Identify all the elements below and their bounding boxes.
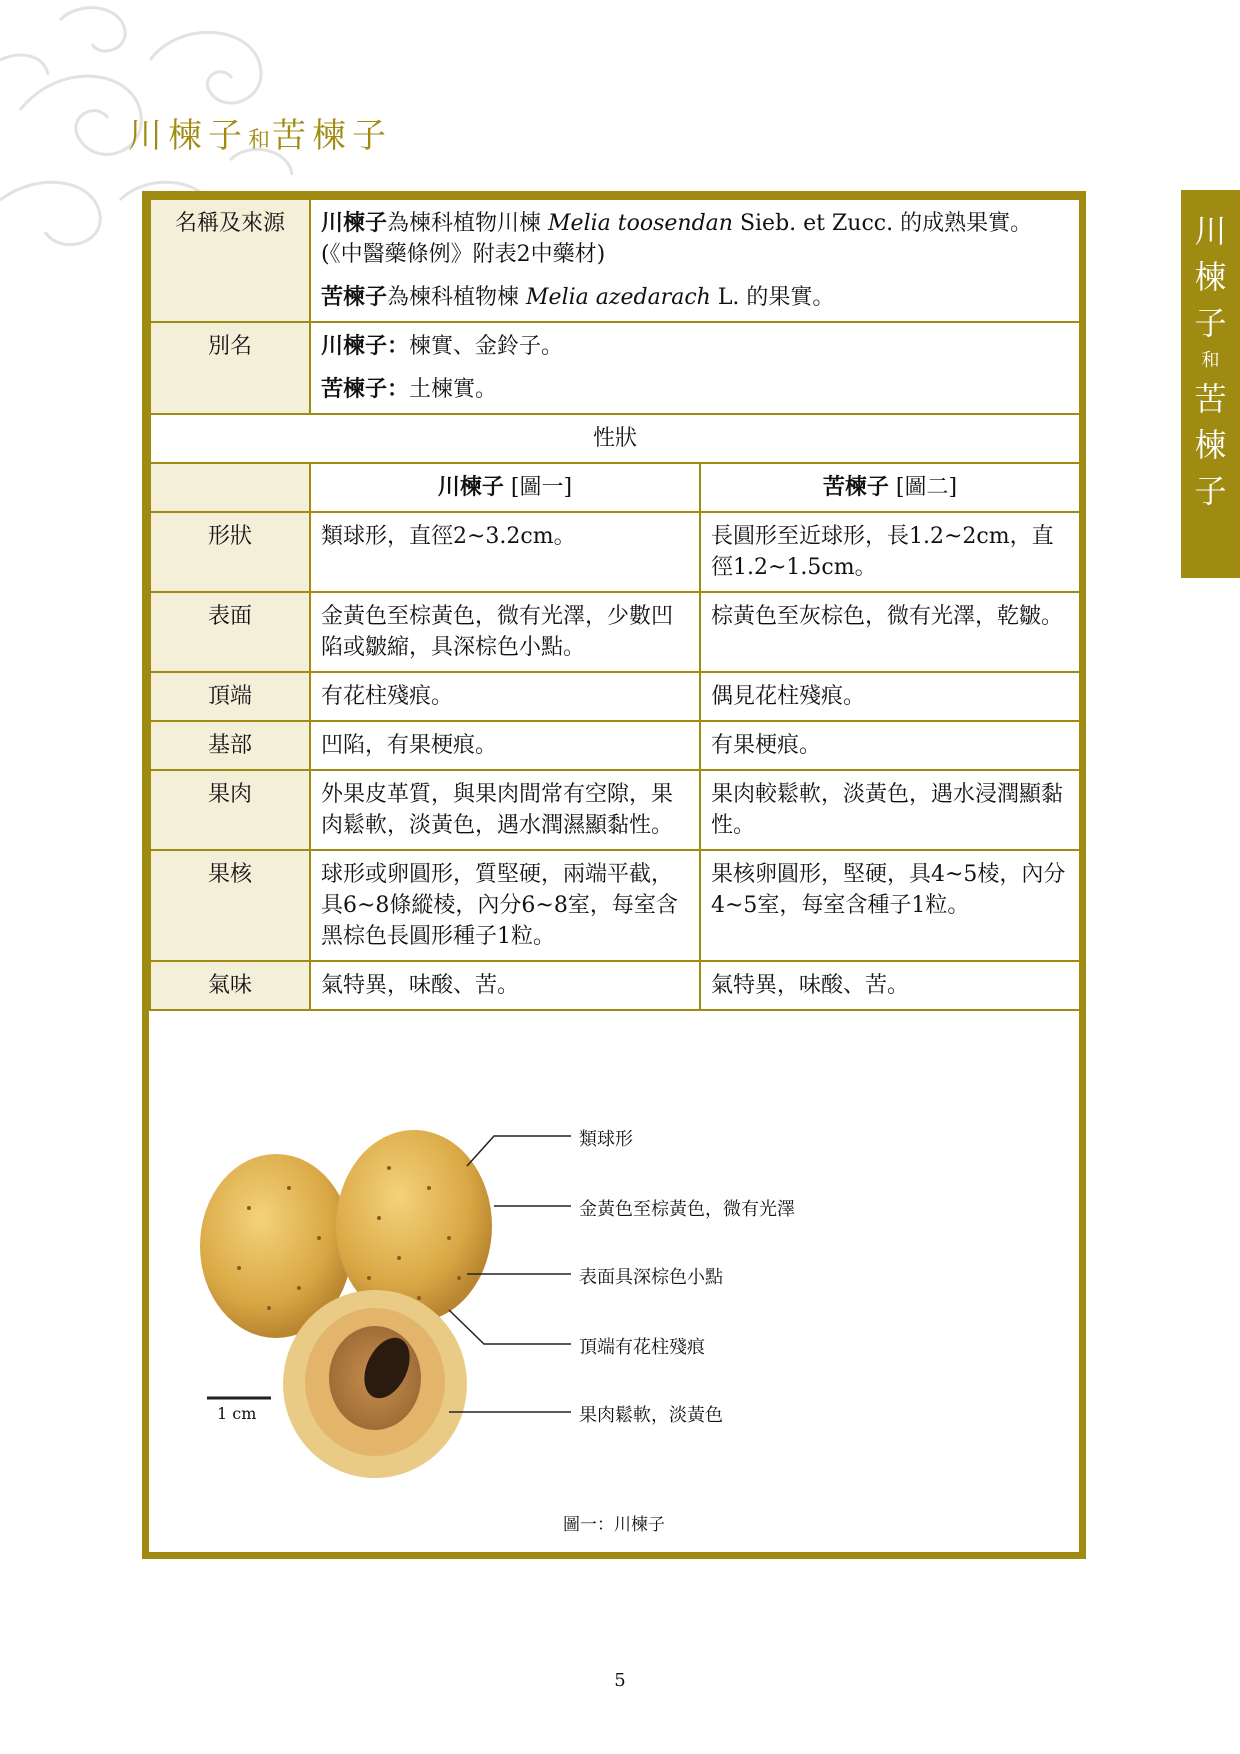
alias-content (310, 322, 1080, 414)
table-row (150, 512, 1080, 592)
side-tab-char: 楝 (1194, 426, 1227, 464)
side-tab-char: 子 (1194, 304, 1227, 342)
side-tab-char: 子 (1194, 472, 1227, 510)
table-row (150, 592, 1080, 672)
annotation-style-scar: 頂端有花柱殘痕 (579, 1337, 705, 1358)
side-tab-char: 楝 (1194, 258, 1227, 296)
row-label: 果核 (150, 850, 310, 961)
annotation-color: 金黃色至棕黃色，微有光澤 (579, 1199, 795, 1220)
row-cell-2: 有果梗痕。 (700, 721, 1080, 770)
row-cell-2: 棕黃色至灰棕色，微有光澤，乾皺。 (700, 592, 1080, 672)
source-para-1: 川楝子為楝科植物川楝 Melia toosendan Sieb. et Zucc. 的成熟果實。(《中醫藥條例》附表2中藥材) (321, 210, 1033, 267)
row-cell-1: 氣特異，味酸、苦。 (310, 961, 700, 1010)
row-label: 表面 (150, 592, 310, 672)
table-row (150, 850, 1080, 961)
row-cell-1: 外果皮革質，與果肉間常有空隙，果肉鬆軟，淡黃色，遇水潤濕顯黏性。 (310, 770, 700, 850)
row-cell-1: 金黃色至棕黃色，微有光澤，少數凹陷或皺縮，具深棕色小點。 (310, 592, 700, 672)
row-label: 頂端 (150, 672, 310, 721)
alias-label: 別名 (150, 322, 310, 414)
monograph-frame (142, 191, 1086, 1559)
row-label: 形狀 (150, 512, 310, 592)
row-label: 果肉 (150, 770, 310, 850)
figure-caption: 圖一：川楝子 (563, 1515, 665, 1535)
page-number: 5 (614, 1670, 626, 1691)
source-row (150, 199, 1080, 322)
source-para-2: 苦楝子為楝科植物楝 Melia azedarach L. 的果實。 (321, 284, 835, 310)
table-row (150, 672, 1080, 721)
column-header-row (150, 463, 1080, 512)
source-label: 名稱及來源 (150, 199, 310, 322)
column-header-blank (150, 463, 310, 512)
section-header: 性狀 (150, 414, 1080, 463)
row-label: 氣味 (150, 961, 310, 1010)
row-cell-1: 類球形，直徑2~3.2cm。 (310, 512, 700, 592)
title-connector: 和 (248, 128, 273, 153)
annotation-shape: 類球形 (579, 1129, 633, 1150)
row-cell-2: 偶見花柱殘痕。 (700, 672, 1080, 721)
row-label: 基部 (150, 721, 310, 770)
page-title (128, 108, 392, 157)
row-cell-1: 球形或卵圓形，質堅硬，兩端平截，具6~8條縱棱，內分6~8室，每室含黑棕色長圓形種子1粒。 (310, 850, 700, 961)
figure-area (149, 1078, 1079, 1552)
table-row (150, 770, 1080, 850)
side-chapter-tab (1181, 190, 1240, 578)
row-cell-2: 氣特異，味酸、苦。 (700, 961, 1080, 1010)
side-tab-char: 和 (1201, 350, 1220, 371)
column-header-2: 苦楝子 [圖二] (700, 463, 1080, 512)
row-cell-2: 果核卵圓形，堅硬，具4~5棱，內分4~5室，每室含種子1粒。 (700, 850, 1080, 961)
title-part2: 苦楝子 (272, 116, 393, 156)
alias-row (150, 322, 1080, 414)
row-cell-1: 凹陷，有果梗痕。 (310, 721, 700, 770)
table-row (150, 721, 1080, 770)
row-cell-2: 果肉較鬆軟，淡黃色，遇水浸潤顯黏性。 (700, 770, 1080, 850)
annotation-dots: 表面具深棕色小點 (579, 1267, 723, 1288)
scale-label: 1 cm (217, 1404, 257, 1423)
row-cell-2: 長圓形至近球形，長1.2~2cm，直徑1.2~1.5cm。 (700, 512, 1080, 592)
section-header-row (150, 414, 1080, 463)
side-tab-char: 川 (1194, 212, 1227, 250)
column-header-1: 川楝子 [圖一] (310, 463, 700, 512)
table-row (150, 961, 1080, 1010)
alias-para-1: 川楝子：楝實、金鈴子。 (321, 333, 564, 359)
source-content (310, 199, 1080, 322)
title-part1: 川楝子 (128, 116, 248, 156)
row-cell-1: 有花柱殘痕。 (310, 672, 700, 721)
alias-para-2: 苦楝子：土楝實。 (321, 376, 498, 402)
annotation-flesh: 果肉鬆軟，淡黃色 (579, 1405, 723, 1426)
monograph-table (149, 198, 1081, 1011)
side-tab-char: 苦 (1194, 380, 1227, 418)
